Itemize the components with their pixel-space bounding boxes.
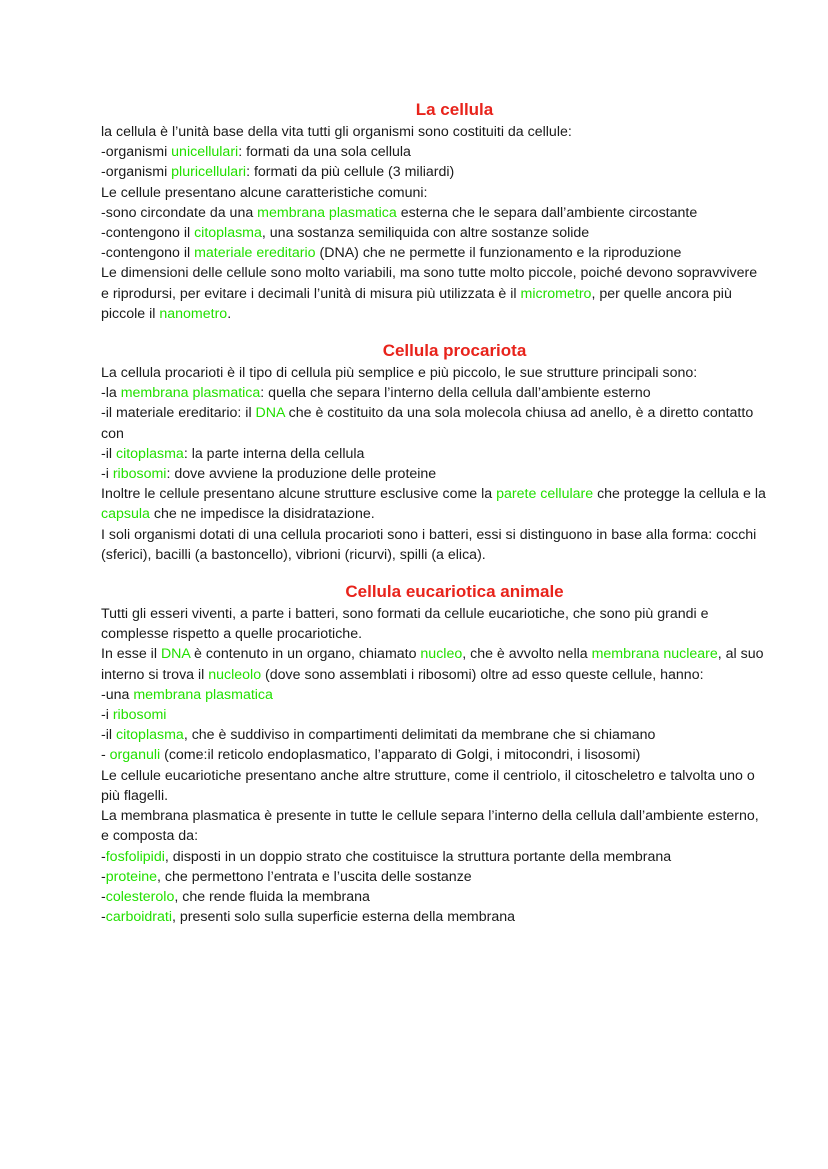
text-segment: che protegge la cellula e la <box>593 486 766 503</box>
text-line <box>101 867 768 887</box>
section-title: Cellula procariota <box>382 341 527 361</box>
text-segment: Tutti gli esseri viventi, a parte i batteri, sono formati da cellule eucariotiche, che sono più grandi e complesse rispetto a quelle procariotiche. <box>101 606 709 643</box>
text-segment: , per quelle ancora più piccole il <box>101 285 732 322</box>
text-segment: -sono circondate da una <box>101 204 258 221</box>
text-segment: , che permettono l’entrata e l’uscita delle sostanze <box>157 868 472 885</box>
section-body <box>101 604 768 927</box>
text-segment: : quella che separa l’interno della cellula dall’ambiente esterno <box>260 385 651 402</box>
text-line <box>101 403 768 443</box>
section-title: Cellula eucariotica animale <box>345 582 564 602</box>
highlighted-term: membrana plasmatica <box>120 385 261 402</box>
text-line <box>101 223 768 243</box>
text-line <box>101 203 768 223</box>
highlighted-term: carboidrati <box>105 909 172 926</box>
highlighted-term: membrana plasmatica <box>133 686 273 703</box>
text-segment: la cellula è l’unità base della vita tutti gli organismi sono costituiti da cellule: <box>101 124 572 140</box>
highlighted-term: micrometro <box>520 285 592 302</box>
highlighted-term: pluricellulari <box>171 164 247 181</box>
text-segment: - <box>101 868 106 885</box>
text-segment: è contenuto in un organo, chiamato <box>190 646 421 663</box>
text-segment: - <box>101 747 110 764</box>
text-segment: , che rende fluida la membrana <box>174 888 370 905</box>
text-line <box>101 162 768 182</box>
text-segment: -i <box>101 466 113 483</box>
text-line <box>101 806 768 846</box>
text-line <box>101 644 768 684</box>
text-line <box>101 243 768 263</box>
text-segment: : dove avviene la produzione delle proteine <box>166 466 437 483</box>
text-line <box>101 887 768 907</box>
highlighted-term: nucleo <box>420 646 463 663</box>
text-segment: Le cellule presentano alcune caratteristiche comuni: <box>101 184 428 201</box>
section-body <box>101 363 768 565</box>
highlighted-term: citoplasma <box>194 225 262 242</box>
text-line <box>101 685 768 705</box>
highlighted-term: capsula <box>101 506 150 523</box>
text-segment: -contengono il <box>101 225 195 242</box>
text-segment: -una <box>101 686 134 703</box>
text-segment: I soli organismi dotati di una cellula procarioti sono i batteri, essi si distinguono in base alla forma: cocchi (sferici), bacilli (a bastoncello), vibrioni (ricurvi), spilli (a elica). <box>101 526 757 563</box>
text-line <box>101 766 768 806</box>
highlighted-term: proteine <box>105 868 158 885</box>
text-segment: -organismi <box>101 164 172 181</box>
text-segment: che è costituito da una sola molecola chiusa ad anello, è a diretto contatto con <box>101 405 754 442</box>
text-segment: . <box>227 305 232 322</box>
text-segment: La cellula procarioti è il tipo di cellula più semplice e più piccolo, le sue strutture principali sono: <box>101 365 698 382</box>
section-title: La cellula <box>415 100 494 119</box>
text-line <box>101 525 768 565</box>
text-segment: -contengono il <box>101 245 195 262</box>
text-segment: -il <box>101 445 116 462</box>
text-segment: (DNA) che ne permette il funzionamento e la riproduzione <box>315 245 682 262</box>
highlighted-term: parete cellulare <box>496 486 594 503</box>
highlighted-term: unicellulari <box>171 144 239 161</box>
highlighted-term: DNA <box>160 646 191 663</box>
text-segment: Inoltre le cellule presentano alcune strutture esclusive come la <box>101 486 497 503</box>
text-segment: In esse il <box>101 646 161 663</box>
text-segment: -organismi <box>101 144 172 161</box>
text-segment: -il <box>101 727 116 744</box>
text-segment: : formati da più cellule (3 miliardi) <box>246 164 455 181</box>
text-line <box>101 263 768 324</box>
section-la-cellula <box>101 99 768 324</box>
text-segment: , una sostanza semiliquida con altre sostanze solide <box>261 225 590 242</box>
text-segment: , al suo interno si trova il <box>101 646 764 683</box>
text-line <box>101 444 768 464</box>
section-body <box>101 122 768 324</box>
text-segment: Le cellule eucariotiche presentano anche altre strutture, come il centriolo, il citoscheletro e talvolta uno o più flagelli. <box>101 767 755 804</box>
text-line <box>101 464 768 484</box>
text-line <box>101 383 768 403</box>
text-line <box>101 745 768 765</box>
highlighted-term: membrana plasmatica <box>257 204 397 221</box>
highlighted-term: membrana nucleare <box>591 646 718 663</box>
text-line <box>101 484 768 524</box>
highlighted-term: organuli <box>109 747 161 764</box>
text-segment: -la <box>101 385 121 402</box>
text-segment: (come:il reticolo endoplasmatico, l’apparato di Golgi, i mitocondri, i lisosomi) <box>160 747 641 764</box>
text-line <box>101 363 768 383</box>
highlighted-term: fosfolipidi <box>105 848 165 865</box>
text-segment: (dove sono assemblati i ribosomi) oltre ad esso queste cellule, hanno: <box>261 666 704 683</box>
text-segment: esterna che le separa dall’ambiente circostante <box>396 204 698 221</box>
section-cellula-eucariotica <box>101 581 768 927</box>
text-line <box>101 604 768 644</box>
text-segment: , che è avvolto nella <box>462 646 592 663</box>
text-segment: - <box>101 848 106 865</box>
text-segment: - <box>101 909 106 926</box>
text-segment: - <box>101 888 106 905</box>
text-segment: La membrana plasmatica è presente in tutte le cellule separa l’interno della cellula dall’ambiente esterno, e composta da: <box>101 808 759 845</box>
text-segment: Le dimensioni delle cellule sono molto variabili, ma sono tutte molto piccole, poiché devono sopravvivere e riprodursi, per evitare i decimali l’unità di misura più utilizzata è il <box>101 265 758 302</box>
highlighted-term: DNA <box>255 405 285 422</box>
highlighted-term: ribosomi <box>112 466 167 483</box>
highlighted-term: citoplasma <box>115 727 184 744</box>
text-line <box>101 725 768 745</box>
highlighted-term: citoplasma <box>115 445 184 462</box>
highlighted-term: colesterolo <box>105 888 175 905</box>
text-line <box>101 122 768 142</box>
highlighted-term: ribosomi <box>112 707 167 724</box>
text-segment: , presenti solo sulla superficie esterna della membrana <box>171 909 516 926</box>
highlighted-term: nanometro <box>159 305 228 322</box>
text-segment: , disposti in un doppio strato che costituisce la struttura portante della membrana <box>164 848 672 865</box>
text-segment: : la parte interna della cellula <box>183 445 365 462</box>
text-line <box>101 705 768 725</box>
text-segment: che ne impedisce la disidratazione. <box>149 506 375 523</box>
text-line <box>101 142 768 162</box>
highlighted-term: materiale ereditario <box>194 245 316 262</box>
text-segment: , che è suddiviso in compartimenti delimitati da membrane che si chiamano <box>183 727 656 744</box>
text-segment: -i <box>101 707 113 724</box>
text-line <box>101 847 768 867</box>
section-cellula-procariota <box>101 340 768 565</box>
text-line <box>101 907 768 927</box>
text-line <box>101 183 768 203</box>
highlighted-term: nucleolo <box>208 666 262 683</box>
text-segment: -il materiale ereditario: il <box>101 405 256 422</box>
text-segment: : formati da una sola cellula <box>238 144 411 161</box>
